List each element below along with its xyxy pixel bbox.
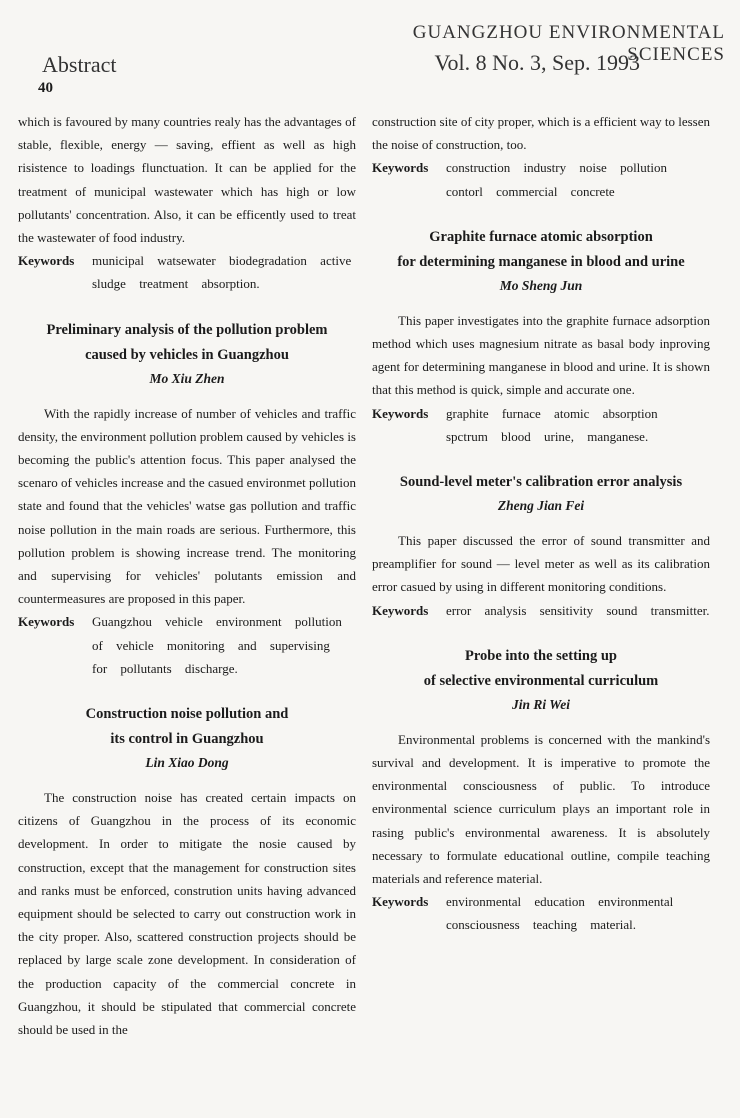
keywords-label: Keywords	[372, 894, 429, 910]
article-author: Jin Ri Wei	[511, 696, 570, 712]
keywords-row	[18, 249, 356, 295]
right-column	[372, 110, 710, 937]
article-body: With the rapidly increase of number of vehicles and traffic density, the environment pollution problem caused by vehicles is becoming the public's attention focus. This paper analysed the scenaro of vehicles increase and the casued environmet pollution state and found that the vehicles' watse gas pollution and traffic noise pollution in the main roads are serious. Furthermore, this pollution problem is showing increase trend. The monitoring and supervising for vehicles' polutants emission and countermeasures are proposed in this paper.	[18, 405, 356, 607]
keywords-row	[372, 890, 710, 936]
article-title: Probe into the setting up	[465, 647, 617, 664]
article-body: Environmental problems is concerned with the mankind's survival and development. It is imperative to promote the environmental consciousness of public. To introduce environmental science curriculum plays an important role in rasing public's environmental awareness. It is absolutely necessary to formulate educational outline, compile teaching materials and reference material.	[372, 731, 710, 887]
page-number: 40	[38, 80, 53, 96]
keywords-row	[372, 599, 710, 622]
keywords-text: municipal watsewater biodegradation active sludge treatment absorption.	[92, 253, 352, 292]
keywords-row	[372, 156, 710, 202]
keywords-label: Keywords	[372, 405, 429, 421]
article-body: This paper discussed the error of sound transmitter and preamplifier for sound — level meter as well as its calibration error casued by using in different monitoring conditions.	[372, 533, 710, 595]
article-title: Construction noise pollution and	[85, 706, 289, 723]
keywords-text: construction industry noise pollution contorl commercial concrete	[446, 160, 668, 199]
left-column	[18, 110, 356, 1041]
article-body: The construction noise has created certain impacts on citizens of Guangzhou in the process of its economic development. In order to mitigate the nosie caused by construction, except that the management for construction sites and ranks must be enforced, constrution units having advanced equipment should be selected to carry out construction work in the city proper. Also, scattered construction projects should be replaced by large scale zone development. In consideration of the production capacity of the commercial concrete in Guangzhou, it should be stipulated that commercial concrete should be used in the	[18, 790, 356, 1038]
keywords-label: Keywords	[18, 614, 75, 630]
article-title: Sound-level meter's calibration error analysis	[399, 474, 683, 491]
article-author: Zheng Jian Fei	[497, 498, 585, 514]
article-title: for determining manganese in blood and urine	[397, 253, 685, 270]
keywords-label: Keywords	[372, 160, 429, 176]
keywords-row	[372, 402, 710, 448]
keywords-text: environmental education environmental consciousness teaching material.	[446, 894, 674, 933]
article-title: Graphite furnace atomic absorption	[429, 228, 653, 245]
article-title: caused by vehicles in Guangzhou	[85, 346, 289, 363]
section-label: Abstract	[42, 52, 117, 77]
keywords-text: error analysis sensitivity sound transmitter.	[446, 602, 710, 618]
article-title: Preliminary analysis of the pollution problem	[46, 321, 328, 338]
continuation-text: construction site of city proper, which is a efficient way to lessen the noise of construction, too.	[372, 114, 710, 153]
article-body: This paper investigates into the graphite furnace adsorption method which uses magnesium nitrate as basal body inproving agent for determining manganese in blood and urine. It is shown that this method is quick, simple and accurate one.	[372, 312, 710, 398]
keywords-text: Guangzhou vehicle environment pollution of vehicle monitoring and supervising for pollutants discharge.	[92, 614, 342, 676]
journal-name: GUANGZHOU ENVIRONMENTAL SCIENCES	[412, 22, 725, 65]
article-title: of selective environmental curriculum	[423, 672, 659, 689]
keywords-label: Keywords	[372, 602, 429, 618]
article-title: its control in Guangzhou	[110, 731, 264, 748]
article-author: Lin Xiao Dong	[145, 755, 229, 771]
article-author: Mo Sheng Jun	[499, 277, 583, 293]
continuation-text: which is favoured by many countries realy has the advantages of stable, flexible, energy — saving, effient as well as high risistence to loadings flunctuation. It can be applied for the treatment of municipal wastewater which has high or low pollutants' concentration. Also, it can be efficently used to treat the wastewater of food industry.	[18, 114, 356, 246]
keywords-row	[18, 610, 356, 680]
keywords-label: Keywords	[18, 253, 75, 269]
article-author: Mo Xiu Zhen	[149, 370, 225, 386]
keywords-text: graphite furnace atomic absorption spctrum blood urine, manganese.	[446, 405, 658, 444]
volume-info: Vol. 8 No. 3, Sep. 1993	[434, 50, 640, 75]
